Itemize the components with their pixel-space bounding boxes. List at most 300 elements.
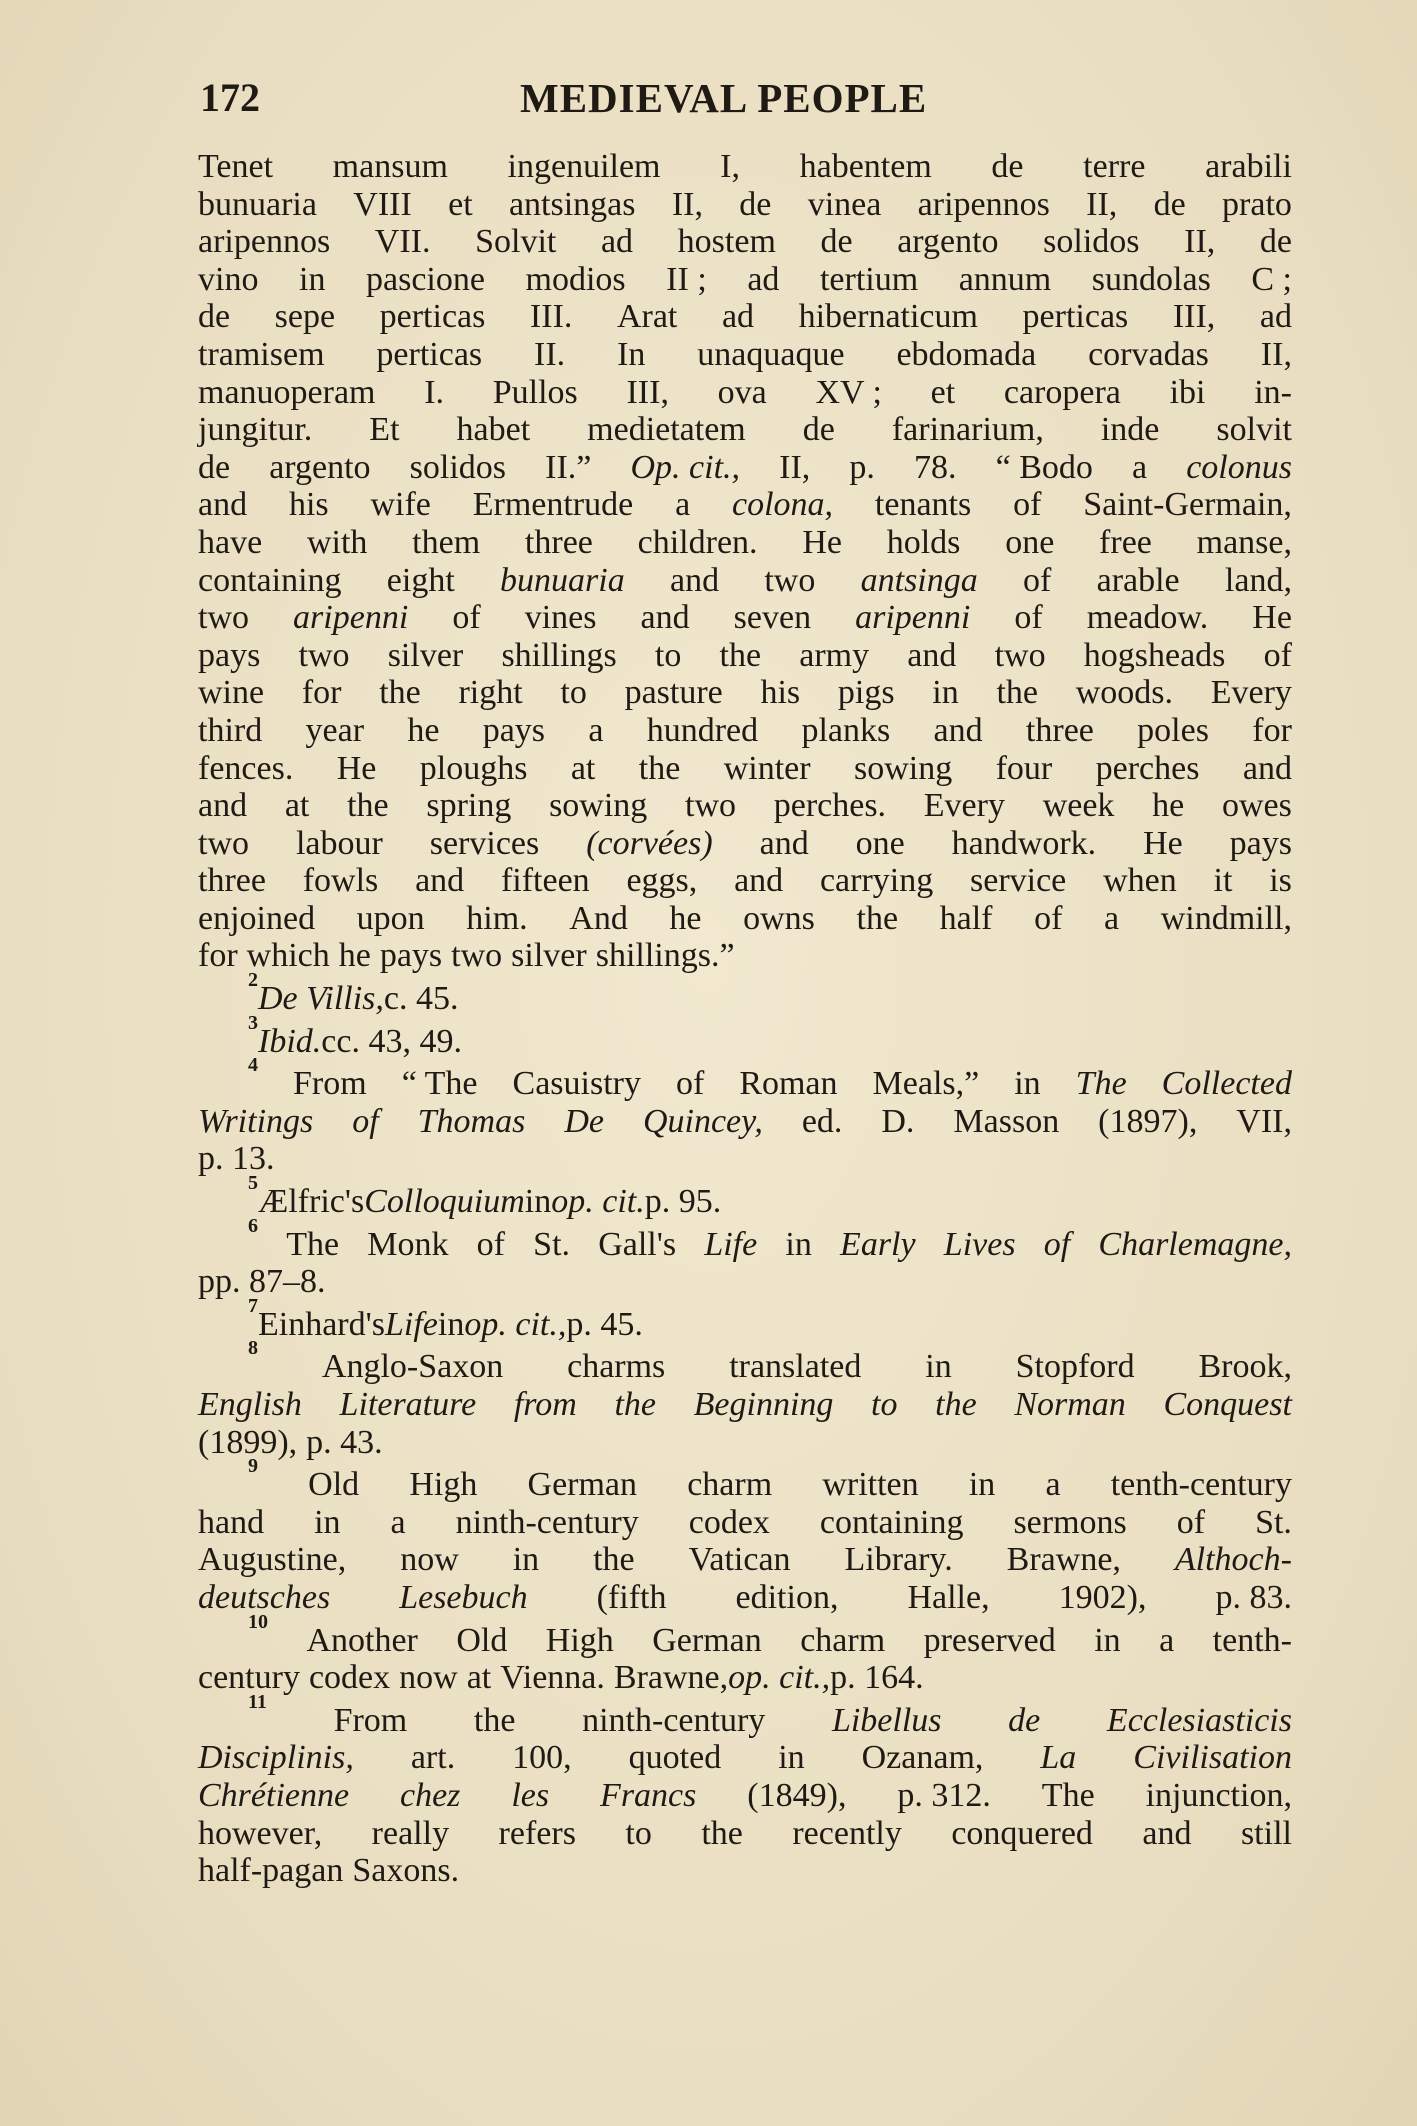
word: in (1014, 1065, 1041, 1103)
text-line (198, 1054, 1292, 1103)
text-line (198, 186, 1292, 224)
word: and (907, 636, 957, 674)
word: (1849), (747, 1776, 847, 1814)
text-line (198, 1172, 1292, 1221)
word: seven (733, 599, 812, 637)
word: ebdomada (896, 335, 1037, 373)
text-line (198, 1852, 1292, 1890)
word: II. (534, 335, 566, 373)
footnote-number: 4 (248, 1054, 258, 1077)
word: VIII (353, 185, 412, 223)
text-line (198, 1541, 1292, 1579)
word: for (301, 674, 342, 712)
word: ad (721, 298, 755, 336)
word: Collected (1161, 1065, 1292, 1103)
text-line (198, 1424, 1292, 1462)
word: written (822, 1466, 919, 1504)
text-line (198, 787, 1292, 825)
word: 78. (914, 448, 957, 486)
text-line (198, 1455, 1292, 1504)
word: III, (1172, 298, 1216, 336)
word: C ; (1251, 260, 1292, 298)
word: year (305, 711, 365, 749)
word: of (1263, 636, 1292, 674)
word: Libellus (831, 1701, 942, 1739)
word: army (799, 636, 870, 674)
word: Brawne, (613, 1659, 729, 1697)
word: recently (792, 1814, 902, 1852)
word: in (437, 1305, 465, 1343)
word: silver (387, 636, 464, 674)
word: aripenni (293, 599, 409, 637)
word: vino (198, 260, 259, 298)
word: in (968, 1466, 996, 1504)
word: charm (800, 1621, 886, 1659)
word: to (654, 636, 682, 674)
word: enjoined (198, 899, 316, 937)
word: of (452, 599, 481, 637)
word: ninth-century (455, 1503, 639, 1541)
word: Tenet (198, 148, 274, 185)
word: argento (897, 223, 999, 261)
word: argento (269, 448, 371, 486)
word: Charlemagne, (1098, 1225, 1292, 1263)
word: him. (466, 899, 528, 937)
word: vines (524, 599, 597, 637)
word: now (399, 1659, 458, 1697)
word: he (338, 937, 371, 975)
word: children. (637, 523, 758, 561)
word: one (855, 824, 905, 862)
word: arable (1096, 561, 1180, 599)
word: Civilisation (1133, 1739, 1292, 1777)
word: have (198, 523, 263, 561)
word: a (675, 486, 691, 524)
word: free (1099, 523, 1152, 561)
word: week (1042, 787, 1115, 825)
text-line (198, 1263, 1292, 1301)
text-line (198, 298, 1292, 336)
page-number: 172 (200, 75, 260, 120)
word: et (448, 185, 473, 223)
word: from (513, 1386, 577, 1423)
footnote-number: 8 (248, 1337, 258, 1360)
word: to (560, 674, 587, 712)
text-line (198, 712, 1292, 750)
word: hogsheads (1083, 636, 1226, 674)
word: owes (1221, 787, 1292, 825)
text-line (198, 336, 1292, 374)
word: Meals,” (872, 1065, 980, 1103)
word: ed. (801, 1102, 843, 1140)
word: perticas (376, 335, 483, 373)
word: Brook, (1198, 1348, 1292, 1386)
word: Ermentrude (472, 486, 634, 524)
word: when (1103, 862, 1177, 900)
word: two (994, 636, 1046, 674)
word: habet (456, 411, 531, 449)
word: Gall's (598, 1225, 677, 1263)
word: de (802, 411, 835, 449)
word: pays (379, 937, 443, 975)
word: From (293, 1065, 367, 1103)
word: he (669, 899, 702, 937)
word: de (1008, 1701, 1041, 1739)
text-line (198, 1103, 1292, 1141)
word: a (1104, 899, 1120, 937)
word: really (371, 1814, 450, 1852)
word: for (198, 937, 238, 975)
text-line (198, 449, 1292, 487)
word: Ozanam, (861, 1739, 984, 1777)
word: hibernaticum (798, 298, 978, 336)
word: shillings.” (595, 937, 735, 975)
text-line (198, 1386, 1292, 1424)
word: II ; (666, 260, 707, 298)
word: hundred (646, 711, 759, 749)
word: annum (958, 260, 1052, 298)
word: perches (1095, 749, 1200, 787)
word: Vatican (688, 1541, 791, 1579)
word: Lesebuch (399, 1578, 528, 1616)
word: Early (840, 1225, 916, 1263)
word: two (198, 599, 249, 637)
word: in- (1254, 373, 1292, 411)
word: now (400, 1541, 459, 1579)
word: II, (1260, 335, 1292, 373)
word: St. (1255, 1503, 1292, 1541)
text-line (198, 1777, 1292, 1815)
word: of (476, 1225, 505, 1263)
word: shillings (501, 636, 617, 674)
word: the (593, 1541, 635, 1579)
word: And (569, 899, 628, 937)
word: XV ; (815, 373, 882, 411)
word: in (524, 1183, 552, 1221)
word: handwork. (951, 824, 1097, 862)
word: De Villis, (258, 980, 384, 1018)
word: Saxons. (352, 1852, 460, 1890)
word: fowls (302, 862, 379, 900)
word: aripennos (917, 185, 1050, 223)
word: antsingas (508, 185, 636, 223)
word: in (299, 260, 326, 298)
word: windmill, (1160, 899, 1292, 937)
word: II, (779, 448, 811, 486)
word: refers (498, 1814, 576, 1852)
word: preserved (923, 1621, 1056, 1659)
word: unaquaque (697, 335, 845, 373)
main-paragraph (198, 148, 1292, 975)
word: Thomas (417, 1102, 526, 1140)
word: two (451, 937, 503, 975)
word: tramisem (198, 335, 325, 373)
word: and (734, 862, 784, 900)
word: the (935, 1386, 977, 1423)
word: Old (456, 1621, 508, 1659)
text-line (198, 486, 1292, 524)
word: the (379, 674, 421, 712)
word: inde (1100, 411, 1160, 449)
text-line (198, 223, 1292, 261)
text-line (198, 1815, 1292, 1853)
word: and (670, 561, 720, 599)
word: Old (308, 1466, 360, 1504)
word: of (1176, 1503, 1206, 1541)
word: prato (1222, 185, 1292, 223)
text-line (198, 1659, 1292, 1697)
word: perticas (1022, 298, 1129, 336)
word: and (415, 862, 465, 900)
word: wine (198, 674, 265, 712)
word: Beginning (693, 1386, 834, 1423)
word: and (1142, 1814, 1192, 1852)
word: Every (923, 787, 1005, 825)
word: service (970, 862, 1067, 900)
word: Pullos (492, 373, 578, 411)
footnote-11 (198, 1690, 1292, 1890)
word: the (614, 1386, 656, 1423)
word: labour (295, 824, 383, 862)
word: Vienna. (500, 1659, 605, 1697)
word: ploughs (419, 749, 528, 787)
word: Althoch- (1174, 1541, 1292, 1579)
word: perticas (379, 298, 486, 336)
word: p. 312. (897, 1776, 991, 1814)
word: and (759, 824, 809, 862)
word: op. cit. (551, 1183, 645, 1221)
word: four (995, 749, 1053, 787)
word: II, (1184, 223, 1216, 261)
word: half-pagan (198, 1852, 344, 1890)
word: of (1014, 599, 1043, 637)
footnote-number: 2 (248, 969, 258, 992)
word: poles (1137, 711, 1209, 749)
word: the (347, 787, 389, 825)
word: modios (525, 260, 626, 298)
word: eight (386, 561, 455, 599)
word: Et (369, 411, 400, 449)
footnote-8 (198, 1337, 1292, 1461)
word: hand (198, 1503, 265, 1541)
word: one (1005, 523, 1055, 561)
word: Monk (367, 1225, 449, 1263)
text-line (198, 862, 1292, 900)
word: VII. (374, 223, 431, 261)
word: containing (198, 561, 342, 599)
word: Library. (844, 1541, 953, 1579)
word: three (524, 523, 593, 561)
word: with (306, 523, 368, 561)
word: codex (308, 1659, 391, 1697)
word: Conquest (1163, 1386, 1292, 1423)
word: solidos (409, 448, 507, 486)
word: Op. cit., (630, 448, 741, 486)
word: St. (533, 1225, 571, 1263)
word: Writings (198, 1102, 314, 1140)
word: bunuaria (500, 561, 625, 599)
word: Disciplinis, (198, 1739, 354, 1777)
word: two (764, 561, 816, 599)
word: The (286, 1225, 340, 1263)
word: de (198, 298, 231, 336)
word: et (930, 373, 956, 411)
word: cc. 43, 49. (321, 1022, 462, 1060)
word: in (932, 674, 959, 712)
text-line (198, 969, 1292, 1018)
word: eggs, (626, 862, 698, 900)
word: I. (424, 373, 445, 411)
word: Another (306, 1621, 418, 1659)
word: pays (482, 711, 546, 749)
word: a (1045, 1466, 1061, 1504)
word: solidos (1043, 223, 1140, 261)
word: at (284, 787, 310, 825)
text-line (198, 1610, 1292, 1660)
word: p. 83. (1215, 1578, 1292, 1616)
word: de (991, 148, 1024, 185)
footnote-6 (198, 1214, 1292, 1301)
footnote-number: 11 (248, 1690, 267, 1713)
word: VII, (1236, 1102, 1292, 1140)
word: the (701, 1814, 743, 1852)
word: II.” (545, 448, 592, 486)
word: a (1159, 1621, 1175, 1659)
word: p. (849, 448, 875, 486)
text-line (198, 599, 1292, 637)
word: the (638, 749, 681, 787)
word: right (458, 674, 523, 712)
text-line (198, 1214, 1292, 1264)
word: fences. (198, 749, 294, 787)
footnote-number: 3 (248, 1011, 258, 1034)
word: op. cit., (728, 1659, 831, 1697)
word: of (1013, 486, 1042, 524)
word: two (198, 824, 249, 862)
word: (corvées) (586, 824, 713, 862)
text-line (198, 411, 1292, 449)
word: Brawne, (1006, 1541, 1121, 1579)
word: pays (198, 636, 261, 674)
word: and (640, 599, 690, 637)
word: Literature (339, 1386, 477, 1423)
text-line (198, 825, 1292, 863)
word: op. cit., (464, 1305, 567, 1343)
word: D. (881, 1102, 915, 1140)
word: two (298, 636, 350, 674)
word: three (1025, 711, 1094, 749)
text-line (198, 1690, 1292, 1740)
text-line (198, 148, 1292, 186)
word: colona, (732, 486, 834, 524)
word: II, (1086, 185, 1118, 223)
word: de (198, 448, 231, 486)
word: planks (801, 711, 891, 749)
running-title: MEDIEVAL PEOPLE (520, 75, 928, 121)
word: a (1132, 448, 1148, 486)
word: p. 13. (198, 1140, 275, 1178)
word: the (719, 636, 762, 674)
word: which (246, 937, 330, 975)
text-line (198, 261, 1292, 299)
word: The (1075, 1065, 1127, 1103)
word: to (871, 1386, 898, 1423)
word: his (760, 674, 801, 712)
word: pigs (837, 674, 895, 712)
word: p. 45. (566, 1305, 643, 1343)
word: habentem (799, 148, 932, 185)
footnote-10 (198, 1610, 1292, 1697)
word: solvit (1216, 411, 1292, 449)
word: of (1023, 561, 1052, 599)
text-line (198, 1011, 1292, 1061)
word: land, (1224, 561, 1292, 599)
word: sermons (1013, 1503, 1127, 1541)
footnote-number: 6 (248, 1214, 258, 1237)
word: jungitur. (198, 411, 313, 449)
word: High (545, 1621, 614, 1659)
text-line (198, 674, 1292, 712)
word: p. 43. (306, 1423, 383, 1461)
running-header (200, 74, 1270, 126)
word: carrying (819, 862, 934, 900)
word: a (390, 1503, 406, 1541)
word: He (336, 749, 377, 787)
text-line (198, 1337, 1292, 1386)
word: of (1034, 899, 1063, 937)
text-line (198, 937, 1292, 975)
word: La (1040, 1739, 1077, 1777)
word: half (939, 899, 993, 937)
word: at (570, 749, 596, 787)
word: charms (567, 1348, 666, 1386)
word: Life (704, 1225, 758, 1263)
word: in (314, 1503, 341, 1541)
word: a (588, 711, 604, 749)
word: three (198, 862, 266, 900)
word: Every (1210, 674, 1292, 712)
word: “ Bodo (995, 448, 1093, 486)
word: century (198, 1659, 300, 1697)
word: and (198, 787, 248, 825)
word: of (1043, 1225, 1071, 1263)
word: arabili (1205, 148, 1292, 185)
word: De (564, 1102, 604, 1140)
word: Anglo-Saxon (321, 1348, 504, 1386)
word: (fifth (596, 1578, 667, 1616)
word: in (512, 1541, 540, 1579)
word: still (1240, 1814, 1292, 1852)
word: containing (819, 1503, 964, 1541)
word: p. 164. (830, 1659, 924, 1697)
word: Masson (953, 1102, 1060, 1140)
word: perches. (773, 787, 887, 825)
word: sepe (274, 298, 336, 336)
text-line (198, 1739, 1292, 1777)
word: les (511, 1776, 550, 1814)
word: the (856, 899, 899, 937)
footnote-2 (198, 969, 1292, 1018)
word: tertium (819, 260, 919, 298)
word: English (198, 1386, 302, 1423)
word: Solvit (475, 223, 557, 261)
word: however, (198, 1814, 323, 1852)
text-line (198, 750, 1292, 788)
word: de (739, 185, 772, 223)
word: He (802, 523, 842, 561)
word: at (466, 1659, 492, 1697)
word: meadow. (1086, 599, 1209, 637)
